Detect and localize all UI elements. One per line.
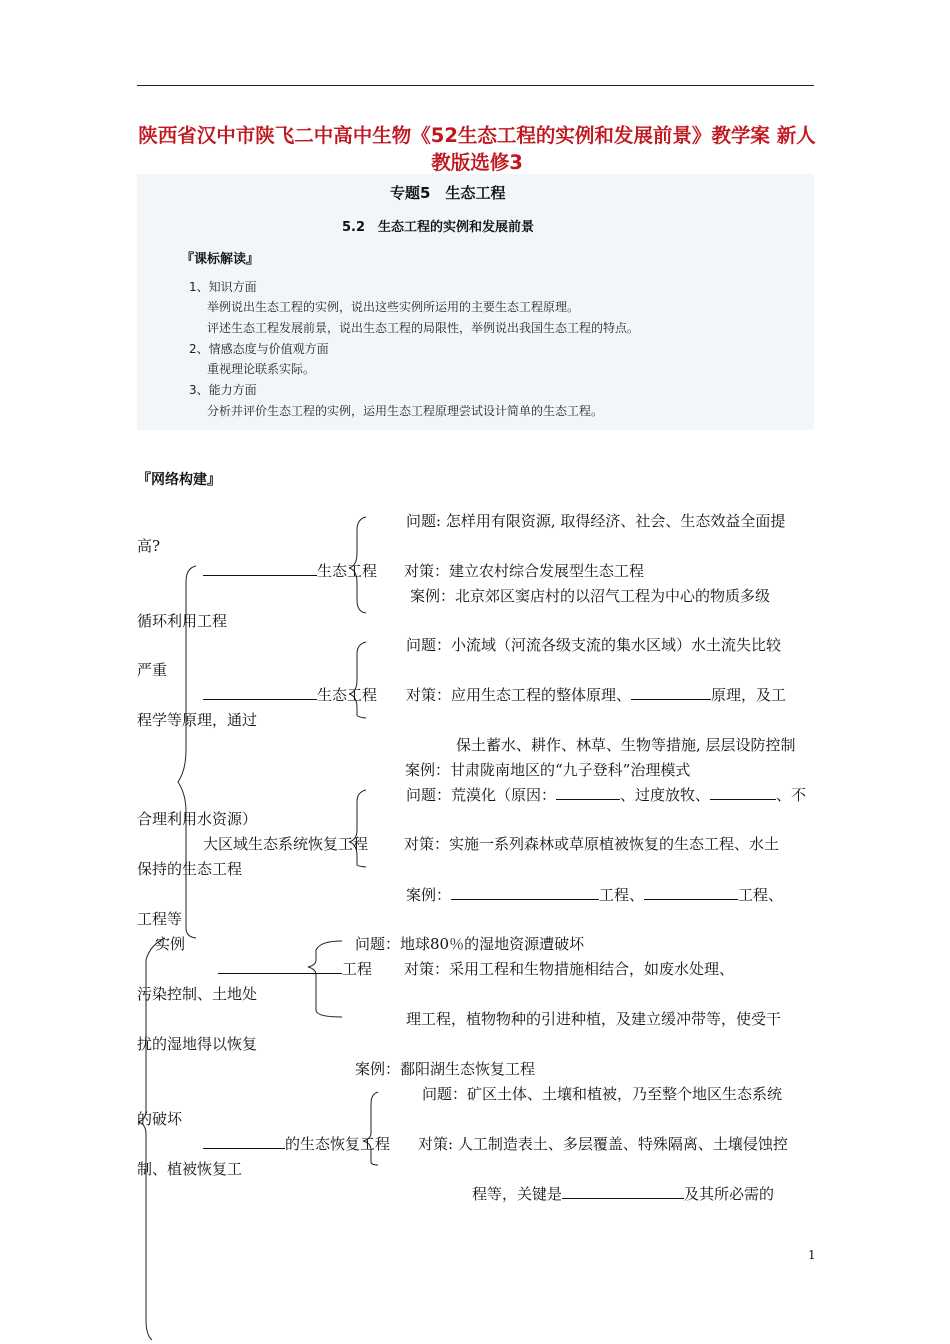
line-1-question: 问题: 怎样用有限资源, 取得经济、社会、生态效益全面提 [406,512,786,530]
line-14: 保持的生态工程 [137,860,243,878]
network-heading: 『网络构建』 [137,472,221,488]
page-number: 1 [808,1248,816,1262]
document-title: 陕西省汉中市陕飞二中高中生物《52生态工程的实例和发展前景》教学案 新人教版选修3 [138,124,816,174]
objective-item: 2、情感态度与价值观方面 [189,342,329,356]
line-7-countermeasure: 对策：应用生态工程的整体原理、 原理，及工 [406,686,787,704]
kebiao-heading: 『课标解读』 [181,252,260,267]
line-13-title: 大区域生态系统恢复工程 [203,835,369,853]
line-3-case: 案例：北京郊区窦店村的以沼气工程为中心的物质多级 [410,587,771,605]
line-18-countermeasure: 对策：采用工程和生物措施相结合，如废水处理、 [404,960,735,978]
line-22-case: 案例：鄱阳湖生态恢复工程 [355,1060,536,1078]
line-25-blank-row: 的生态恢复工程 [203,1133,390,1154]
examples-label: 实例 [155,935,186,953]
fill-blank[interactable] [631,685,711,700]
line-16: 工程等 [137,910,183,928]
line-27: 程等，关键是 及其所必需的 [472,1185,775,1203]
line-8: 程学等原理，通过 [137,711,258,729]
objective-item: 举例说出生态工程的实例，说出这些实例所运用的主要生态工程原理。 [207,300,580,314]
topic-heading: 专题5 生态工程 [390,184,506,202]
fill-blank[interactable] [556,785,620,800]
line-7-blank-row: 生态工程 [203,684,377,705]
objective-item: 1、知识方面 [189,280,257,294]
objective-item: 分析并评价生态工程的实例，运用生态工程原理尝试设计简单的生态工程。 [207,404,604,418]
line-4: 循环利用工程 [137,612,228,630]
line-2-countermeasure: 对策：建立农村综合发展型生态工程 [404,562,645,580]
line-9: 保土蓄水、耕作、林草、生物等措施, 层层设防控制 [456,736,796,754]
line-18-blank-row: 工程 [218,958,372,979]
fill-blank[interactable] [710,785,776,800]
line-26: 制、植被恢复工 [137,1160,243,1178]
line-17-question: 问题：地球80％的湿地资源遭破坏 [355,935,585,953]
line-2-blank-row: 生态工程 [203,560,377,581]
section-heading: 5.2 生态工程的实例和发展前景 [342,220,535,235]
fill-blank[interactable] [203,685,317,700]
line-20: 理工程，植物物种的引进种植，及建立缓冲带等，使受干 [406,1010,782,1028]
line-10-case: 案例：甘肃陇南地区的“九子登科”治理模式 [405,761,691,779]
line-5-question: 问题：小流域（河流各级支流的集水区域）水土流失比较 [406,636,782,654]
line-23-question: 问题：矿区土体、土壤和植被，乃至整个地区生态系统 [422,1085,783,1103]
fill-blank[interactable] [644,885,738,900]
objective-item: 评述生态工程发展前景，说出生态工程的局限性，举例说出我国生态工程的特点。 [207,321,640,335]
line-11-question: 问题：荒漠化（原因： 、过度放牧、 、不 [406,786,807,804]
objective-item: 3、能力方面 [189,383,257,397]
fill-blank[interactable] [562,1184,684,1199]
line-15-case: 案例： 工程、 工程、 [406,886,784,904]
line-19: 污染控制、土地处 [137,985,258,1003]
fill-blank[interactable] [218,959,342,974]
line-24: 的破坏 [137,1110,183,1128]
line-21: 扰的湿地得以恢复 [137,1035,258,1053]
fill-blank[interactable] [203,561,317,576]
objective-item: 重视理论联系实际。 [207,362,316,376]
fill-blank[interactable] [203,1134,285,1149]
fill-blank[interactable] [451,885,599,900]
line-25-countermeasure: 对策: 人工制造表土、多层覆盖、特殊隔离、土壤侵蚀控 [418,1135,788,1153]
line-6: 严重 [137,661,168,679]
line-1-continued: 高? [137,537,161,555]
line-12: 合理利用水资源） [137,810,258,828]
line-13-countermeasure: 对策：实施一系列森林或草原植被恢复的生态工程、水土 [404,835,780,853]
